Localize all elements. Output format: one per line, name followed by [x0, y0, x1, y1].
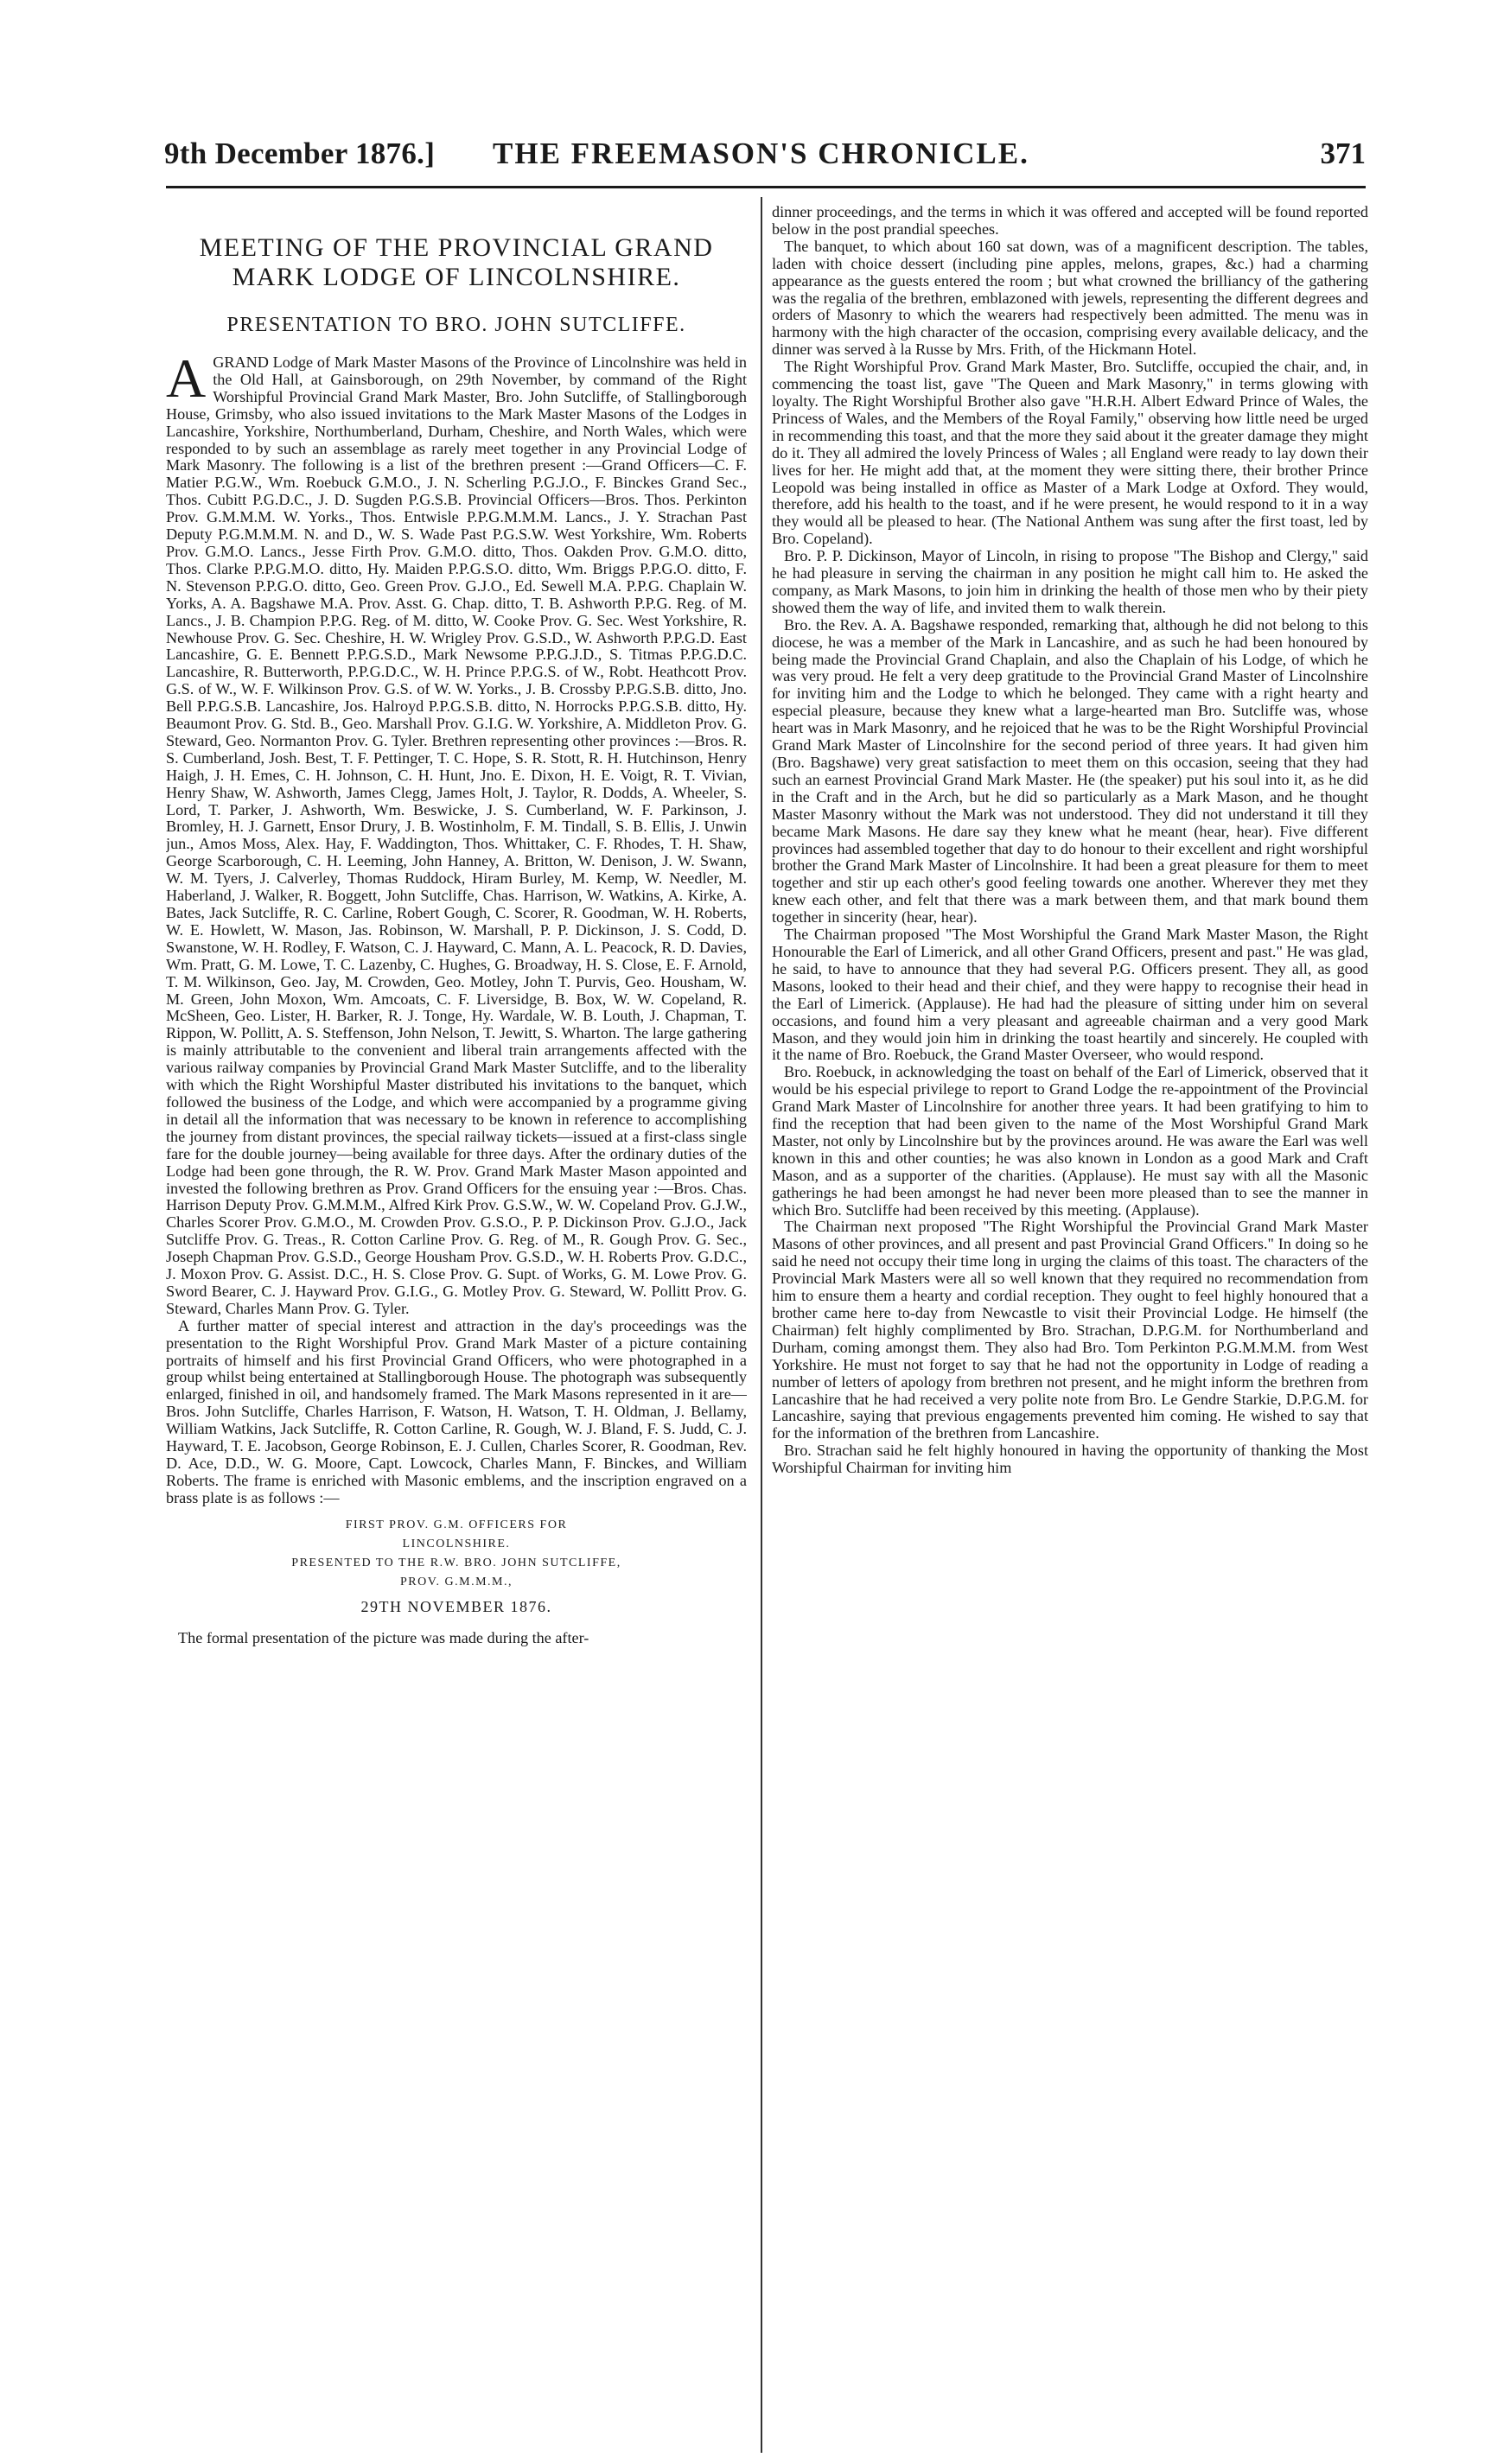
inscription-line-4: PROV. G.M.M.M., [400, 1575, 513, 1589]
issue-date: 9th December 1876.] [164, 137, 436, 170]
right-paragraph-3: The Right Worshipful Prov. Grand Mark Master, Bro. Sutcliffe, occupied the chair, and, in commencing the toast list, gave "The Queen and Mark Masonry," in terms glowing with loyalty. The Right Worshipful Brother also gave "H.R.H. Albert Edward Prince of Wales, the Princess of Wales, and the Members of the Royal Family," observing how little need be urged in recommending this toast, and that the more they said about it the greater damage they might do it. They all admired the lovely Princess of Wales ; all England were ready to lay down their lives for her. He might add that, at the moment they were sitting there, their brother Prince Leopold was being installed in office as Master of a Mark Lodge at Oxford. They would, therefore, add his health to the toast, and if he were present, he would respond to it in a way they would all be pleased to hear. (The National Anthem was sung after the first toast, led by Bro. Copeland). [772, 358, 1368, 548]
publication-title: THE FREEMASON'S CHRONICLE. [493, 137, 1029, 170]
right-paragraph-2: The banquet, to which about 160 sat down, was of a magnificent description. The tables, laden with choice dessert (including pine apples, melons, grapes, &c.) had a charming appearance as the guests entered the room ; but what crowned the brilliancy of the gathering was the regalia of the brethren, emblazoned with jewels, representing the different degrees and orders of Masonry to which the wearers had respectively been admitted. The menu was in harmony with the high character of the occasion, comprising every available delicacy, and the dinner was served à la Russe by Mrs. Frith, of the Hickmann Hotel. [772, 237, 1368, 359]
right-paragraph-6: The Chairman proposed "The Most Worshipful the Grand Mark Master Mason, the Right Honourable the Earl of Limerick, and all other Grand Officers, present and past." He was glad, he said, to have to announce that they had several P.G. Officers present. They all, as good Masons, looked to their head and their chief, and they were happy to recognise their head in the Earl of Limerick. (Applause). He had had the pleasure of sitting under him on several occasions, and found him a very pleasant and agreeable chairman and a very good Mark Mason, and they would join him in drinking the toast heartily and sincerely. He coupled with it the name of Bro. Roebuck, the Grand Master Overseer, who would respond. [772, 926, 1368, 1064]
right-paragraph-4: Bro. P. P. Dickinson, Mayor of Lincoln, in rising to propose "The Bishop and Clergy," said he had pleasure in serving the chairman in any position he might call him to. He asked the company, as Mark Masons, to join him in drinking the health of those men who by their piety showed them the way of life, and invited them to walk therein. [772, 547, 1368, 616]
article-title [166, 233, 747, 292]
article-paragraph-1 [166, 347, 747, 1318]
inscription [166, 1516, 747, 1618]
inscription-line-3: PRESENTED TO THE R.W. BRO. JOHN SUTCLIFFE, [291, 1556, 621, 1569]
right-paragraph-9: Bro. Strachan said he felt highly honoured in having the opportunity of thanking the Most Worshipful Chairman for inviting him [772, 1442, 1368, 1477]
column-divider [761, 197, 762, 2453]
masthead [164, 137, 1366, 185]
inscription-line-2: LINCOLNSHIRE. [402, 1537, 511, 1550]
masthead-rule [166, 186, 1366, 188]
right-paragraph-5: Bro. the Rev. A. A. Bagshawe responded, remarking that, although he did not belong to this diocese, he was a member of the Mark in Lancashire, and as such he had been honoured by being made the Provincial Grand Chaplain, and also the Chaplain of his Lodge, of which he was very proud. He felt a very deep gratitude to the Provincial Grand Master of Lincolnshire for inviting him and the Lodge to which he belonged. They came with a right hearty and especial pleasure, because they knew what a large-hearted man Bro. Sutcliffe was, whose heart was in Mark Masonry, and he rejoiced that he was to be the Right Worshipful Provincial Grand Mark Master of Lincolnshire for the second period of three years. It had given him (Bro. Bagshawe) very great satisfaction to meet them on this occasion, seeing that they had such an earnest Provincial Grand Mark Master. He (the speaker) put his soul into it, as he did in the Craft and in the Arch, but he did so particularly as a Mark Mason, and he thought Master Masonry without the Mark was not understood. They did not understand it till they became Mark Masons. He dare say they knew what he meant (hear, hear). Five different provinces had assembled together that day to do honour to their excellent and right worshipful brother the Grand Mark Master of Lincolnshire. It had been a great pleasure for them to meet together and stir up each other's good feeling towards one another. Wherever they met they knew each other, and felt that there was a mark between them, and that mark bound them together in sincerity (hear, hear). [772, 615, 1368, 926]
article-closing-line: The formal presentation of the picture was made during the after- [178, 1628, 589, 1646]
left-column [166, 204, 747, 2451]
drop-cap: A [166, 347, 207, 409]
page-number: 371 [1320, 137, 1366, 170]
article-title-line-2: MARK LODGE OF LINCOLNSHIRE. [232, 263, 681, 291]
article-subtitle: PRESENTATION TO BRO. JOHN SUTCLIFFE. [226, 314, 686, 336]
inscription-date: 29TH NOVEMBER 1876. [360, 1597, 552, 1615]
article-paragraph-1-text: GRAND Lodge of Mark Master Masons of the Province of Lincolnshire was held in the Old Hall, at Gainsborough, on 29th November, by command of the Right Worshipful Provincial Grand Mark Master, Bro. John Sutcliffe, of Stallingborough House, Grimsby, who also issued invitations to the Mark Master Masons of the Lodges in Lancashire, Yorkshire, Northumberland, Durham, Cheshire, and North Wales, which were responded to by such an assemblage as rarely meet together in any Provincial Lodge of Mark Masonry. The following is a list of the brethren present :—Grand Officers—C. F. Matier P.G.W., Wm. Roebuck G.M.O., J. N. Scherling P.G.J.O., F. Binckes Grand Sec., Thos. Cubitt P.G.D.C., J. D. Sugden P.G.S.B. Provincial Officers—Bros. Thos. Perkinton Prov. G.M.M.M. W. Yorks., Thos. Entwisle P.P.G.M.M.M. Lancs., J. Y. Strachan Past Deputy P.G.M.M.M. N. and D., W. S. Wade Past P.G.S.W. West Yorkshire, Wm. Roberts Prov. G.M.O. Lancs., Jesse Firth Prov. G.M.O. ditto, Thos. Oakden Prov. G.M.O. ditto, Thos. Clarke P.P.G.M.O. ditto, Hy. Maiden P.P.G.S.O. ditto, Wm. Briggs P.P.G.O. ditto, F. N. Stevenson P.P.G.O. ditto, Geo. Green Prov. G.J.O., Ed. Sewell M.A. P.P.G. Chaplain W. Yorks, A. A. Bagshawe M.A. Prov. Asst. G. Chap. ditto, T. B. Ashworth P.P.G. Reg. of M. Lancs., J. B. Champion P.P.G. Reg. of M. ditto, W. Cooke Prov. G. Sec. West Yorkshire, R. Newhouse Prov. G. Sec. Cheshire, H. W. Wrigley Prov. G.S.D., W. Ashworth P.P.G.D. East Lancashire, G. E. Bennett P.P.G.S.D., Mark Newsome P.P.G.J.D., S. Titmas P.P.G.D.C. Lancashire, R. Butterworth, P.P.G.D.C., W. H. Prince P.P.G.S. of W., Robt. Heathcott Prov. G.S. of W., W. F. Wilkinson Prov. G.S. of W. W. Yorks., J. B. Crossby P.P.G.S.B. ditto, Jno. Bell P.P.G.S.B. Lancashire, Jos. Halroyd P.P.G.S.B. ditto, N. Horrocks P.P.G.S.B. ditto, Hy. Beaumont Prov. G. Std. B., Geo. Marshall Prov. G.I.G. W. Yorkshire, A. Middleton Prov. G. Steward, Geo. Normanton Prov. G. Tyler. Brethren representing other provinces :—Bros. R. S. Cumberland, Josh. Best, T. F. Pettinger, T. C. Hope, S. R. Stott, R. H. Hutchinson, Henry Haigh, J. H. Emes, C. H. Johnson, C. H. Hunt, Jno. E. Dixon, H. E. Voigt, R. T. Vivian, Henry Shaw, W. Ashworth, James Clegg, James Holt, J. Taylor, R. Dodds, A. Wheeler, S. Lord, T. Parker, J. Ashworth, Wm. Beswicke, J. S. Cumberland, W. F. Parkinson, J. Bromley, H. J. Garnett, Ensor Drury, J. B. Wostinholm, F. M. Tindall, S. B. Ellis, J. Unwin jun., Amos Moss, Alex. Hay, F. Waddington, Thos. Whittaker, C. F. Rhodes, T. H. Shaw, George Scarborough, C. H. Leeming, John Hanney, A. Britton, W. Denison, J. W. Swann, W. M. Tyers, J. Calverley, Thomas Ruddock, Hiram Burley, M. Kemp, W. Needler, M. Haberland, J. Walker, R. Boggett, John Sutcliffe, Chas. Harrison, W. Watkins, A. Kirke, A. Bates, Jack Sutcliffe, R. C. Carline, Robert Gough, C. Scorer, R. Goodman, W. H. Roberts, W. E. Howlett, W. Mason, Jas. Robinson, W. Marshall, P. P. Dickinson, J. S. Codd, D. Swanstone, W. H. Rodley, F. Watson, C. J. Hayward, C. Mann, A. L. Peacock, R. D. Davies, Wm. Pratt, G. M. Lowe, T. C. Lazenby, C. Hughes, G. Broadway, H. S. Close, E. F. Arnold, T. M. Wilkinson, Geo. Jay, M. Crowden, Geo. Motley, John T. Purvis, Geo. Housham, W. M. Green, John Moxon, Wm. Amcoats, C. F. Liversidge, B. Box, W. W. Copeland, R. McSheen, Geo. Lister, H. Barker, R. J. Tonge, Hy. Wardale, W. B. Louth, J. Chapman, T. Rippon, W. Pollitt, A. S. Steffenson, John Nelson, T. Jewitt, S. Wharton. The large gathering is mainly attributable to the convenient and liberal train arrangements affected with the various railway companies by Provincial Grand Mark Master Sutcliffe, and to the liberality with which the Right Worshipful Master distributed his invitations to the banquet, which followed the business of the Lodge, and which were accompanied by a programme giving in detail all the information that was necessary to be known in reference to accomplishing the journey from distant provinces, the special railway tickets—issued at a first-class single fare for the double journey—being available for three days. After the ordinary duties of the Lodge had been gone through, the R. W. Prov. Grand Mark Master Mason appointed and invested the following brethren as Prov. Grand Officers for the ensuing year :—Bros. Chas. Harrison Deputy Prov. G.M.M.M., Alfred Kirk Prov. G.S.W., W. W. Copeland Prov. G.J.W., Charles Scorer Prov. G.M.O., M. Crowden Prov. G.S.O., P. P. Dickinson Prov. G.J.O., Jack Sutcliffe Prov. G. Treas., R. Cotton Carline Prov. G. Reg. of M., R. Gough Prov. G. Sec., Joseph Chapman Prov. G.S.D., George Housham Prov. G.S.D., W. H. Roberts Prov. G.D.C., J. Moxon Prov. G. Assist. D.C., H. S. Close Prov. G. Supt. of Works, G. M. Lowe Prov. G. Sword Bearer, C. J. Hayward Prov. G.I.G., G. Motley Prov. G. Steward, W. Pollitt Prov. G. Steward, Charles Mann Prov. G. Tyler. [166, 353, 747, 1317]
right-paragraph-1: dinner proceedings, and the terms in which it was offered and accepted will be found reported below in the post prandial speeches. [772, 204, 1368, 238]
article-paragraph-2: A further matter of special interest and attraction in the day's proceedings was the presentation to the Right Worshipful Prov. Grand Mark Master of a picture containing portraits of himself and his first Provincial Grand Officers, who were photographed in a group whilst being entertained at Stallingborough House. The photograph was subsequently enlarged, finished in oil, and handsomely framed. The Mark Masons represented in it are—Bros. John Sutcliffe, Charles Harrison, F. Watson, H. Watson, T. H. Oldman, J. Bellamy, William Watkins, Jack Sutcliffe, R. Cotton Carline, R. Gough, W. J. Bland, F. S. Judd, C. J. Hayward, T. E. Jacobson, George Robinson, E. J. Cullen, Charles Scorer, R. Goodman, Rev. D. Ace, D.D., W. G. Moore, Capt. Lowcock, Charles Mann, F. Binckes, and William Roberts. The frame is enriched with Masonic emblems, and the inscription engraved on a brass plate is as follows :— [166, 1316, 747, 1506]
inscription-line-1: FIRST PROV. G.M. OFFICERS FOR [345, 1518, 568, 1531]
right-paragraph-7: Bro. Roebuck, in acknowledging the toast on behalf of the Earl of Limerick, observed that it would be his especial privilege to report to Grand Lodge the re-appointment of the Provincial Grand Mark Master of Lincolnshire for another three years. It had been gratifying to him to find the reception that had been given to the name of the Most Worshipful Grand Mark Master, not only by Lincolnshire but by the provinces around. He was aware the Earl was well known in this and other counties; he was also known in London as a good Mark and Craft Mason, and as a supporter of the charities. (Applause). He must say with all the Masonic gatherings he had been amongst he had never been more pleased than to see the manner in which Bro. Sutcliffe had been received by this meeting. (Applause). [772, 1063, 1368, 1219]
right-paragraph-8: The Chairman next proposed "The Right Worshipful the Provincial Grand Mark Master Masons of other provinces, and all present and past Provincial Grand Officers." In doing so he said he need not occupy their time long in urging the claims of this toast. The characters of the Provincial Mark Masters were all so well known that they required no recommendation from him to ensure them a hearty and cordial reception. They ought to feel highly honoured that a brother came here to-day from Newcastle to visit their Provincial Lodge. He himself (the Chairman) felt highly complimented by Bro. Strachan, D.P.G.M. for Northumberland and Durham, coming amongst them. They also had Bro. Tom Perkinton P.G.M.M.M. from West Yorkshire. He must not forget to say that he had not the opportunity in Lodge of reading a number of letters of apology from brethren not present, and he might inform the brethren from Lancashire that he had received a very polite note from Bro. Le Gendre Starkie, D.P.G.M. for Lancashire, saying that previous engagements prevented him coming. He wished to say that for the information of the brethren from Lancashire. [772, 1218, 1368, 1442]
right-column [772, 204, 1368, 2451]
article-title-line-1: MEETING OF THE PROVINCIAL GRAND [199, 233, 714, 262]
